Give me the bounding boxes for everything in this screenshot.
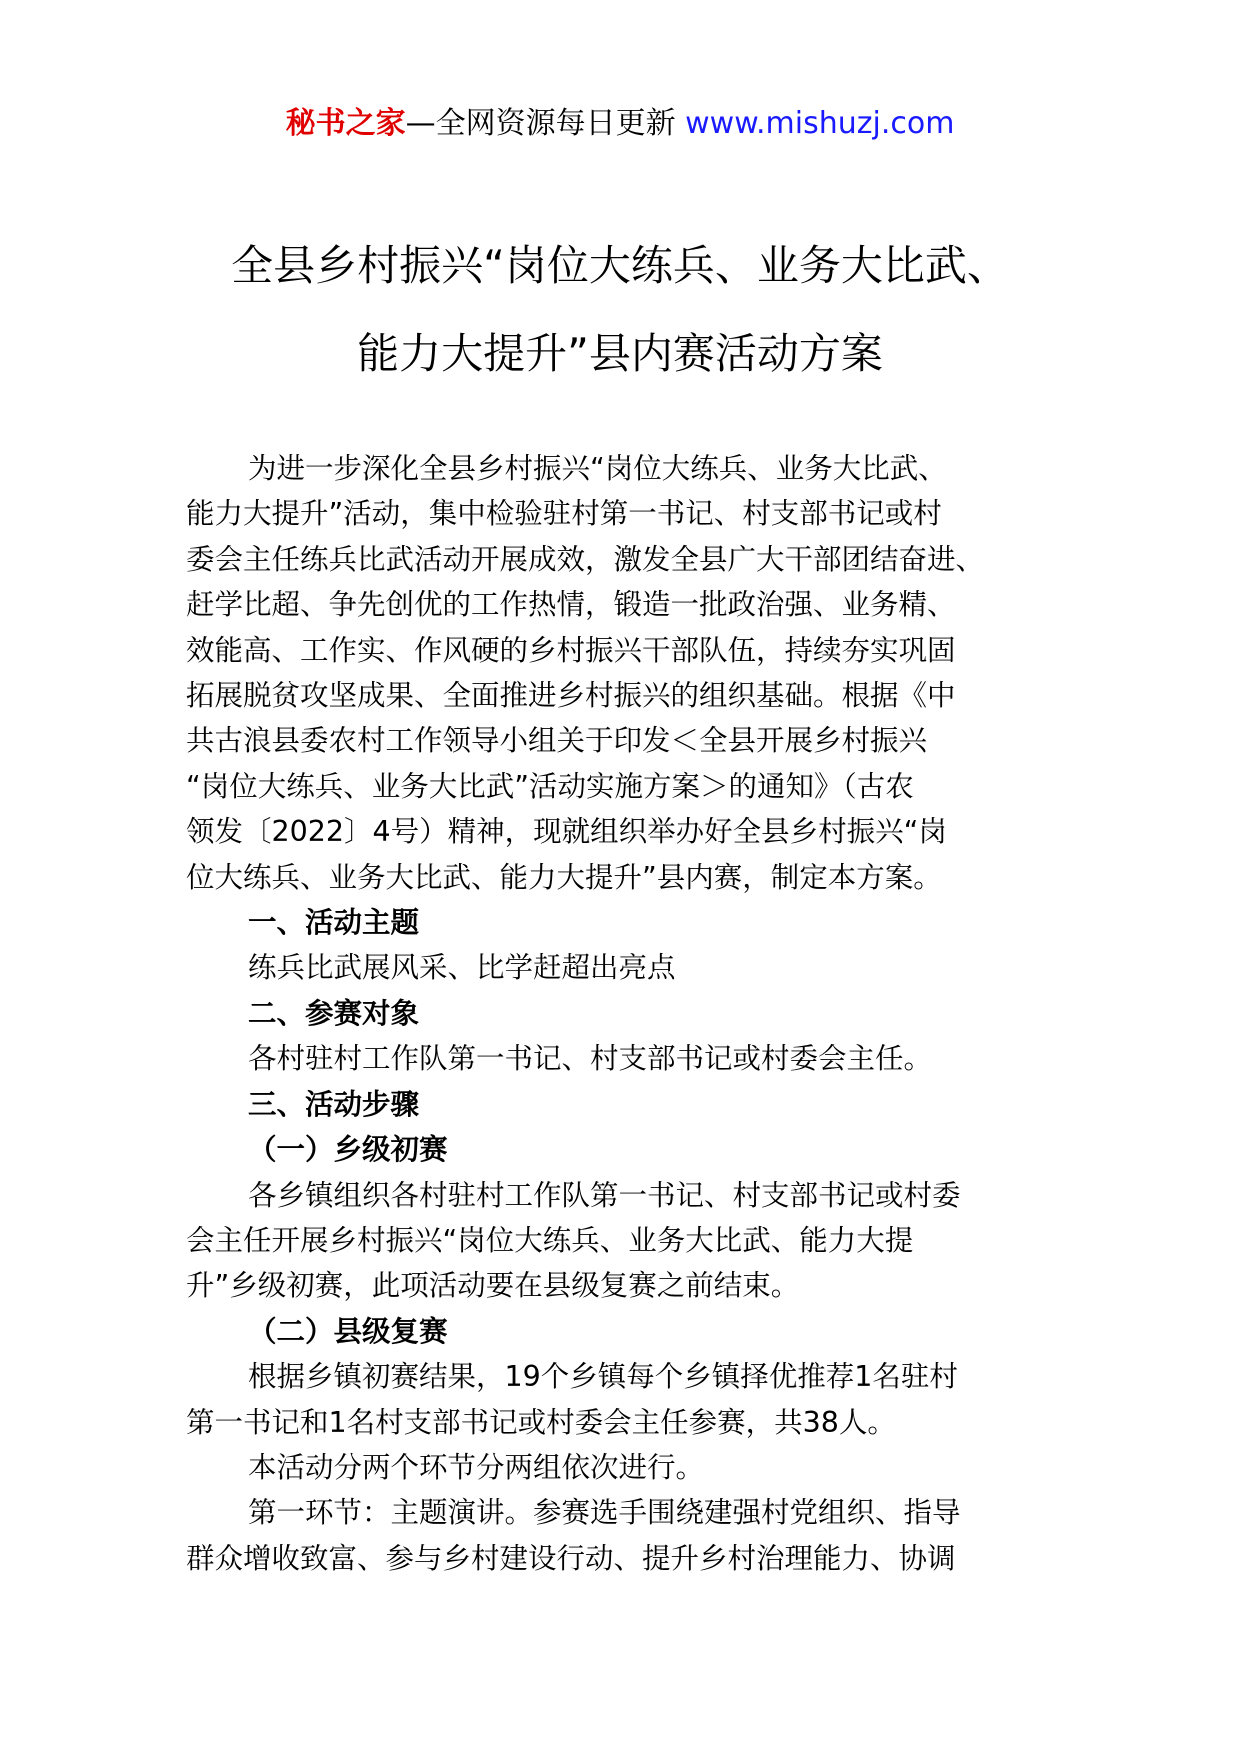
site-brand: 秘书之家 — [285, 106, 406, 141]
township-line: 会主任开展乡村振兴“岗位大练兵、业务大比武、能力大提 — [186, 1223, 914, 1257]
section-heading-participants: 二、参赛对象 — [248, 996, 420, 1030]
county-stage-line: 群众增收致富、参与乡村建设行动、提升乡村治理能力、协调 — [186, 1541, 956, 1575]
document-title-line-1: 全县乡村振兴“岗位大练兵、业务大比武、 — [231, 241, 1009, 290]
township-line: 升”乡级初赛，此项活动要在县级复赛之前结束。 — [186, 1269, 800, 1303]
site-tagline: —全网资源每日更新 — [405, 106, 676, 141]
intro-line: 效能高、工作实、作风硬的乡村振兴干部队伍，持续夯实巩固 — [186, 633, 956, 667]
county-stage-line: 第一环节：主题演讲。参赛选手围绕建强村党组织、指导 — [248, 1496, 961, 1530]
document-title-line-2: 能力大提升”县内赛活动方案 — [357, 329, 883, 378]
township-line: 各乡镇组织各村驻村工作队第一书记、村支部书记或村委 — [248, 1178, 961, 1212]
intro-line: 赶学比超、争先创优的工作热情，锻造一批政治强、业务精、 — [186, 588, 956, 622]
county-line: 第一书记和1名村支部书记或村委会主任参赛，共38人。 — [186, 1405, 896, 1439]
intro-line: 位大练兵、业务大比武、能力大提升”县内赛，制定本方案。 — [186, 860, 942, 894]
site-banner — [0, 102, 1240, 146]
section-heading-steps: 三、活动步骤 — [248, 1087, 420, 1121]
section-text-participants: 各村驻村工作队第一书记、村支部书记或村委会主任。 — [248, 1042, 933, 1076]
intro-line: 为进一步深化全县乡村振兴“岗位大练兵、业务大比武、 — [248, 452, 947, 485]
document-body — [186, 446, 1086, 1581]
intro-line: “岗位大练兵、业务大比武”活动实施方案＞的通知》（古农 — [186, 769, 914, 803]
intro-line: 领发〔2022〕4号）精神，现就组织举办好全县乡村振兴“岗 — [186, 815, 947, 849]
intro-line: 能力大提升”活动，集中检验驻村第一书记、村支部书记或村 — [186, 497, 942, 531]
subsection-heading-county: （二）县级复赛 — [248, 1314, 448, 1348]
intro-line: 委会主任练兵比武活动开展成效，激发全县广大干部团结奋进、 — [186, 542, 985, 576]
section-heading-theme: 一、活动主题 — [248, 906, 420, 940]
intro-line: 共古浪县委农村工作领导小组关于印发＜全县开展乡村振兴 — [186, 724, 928, 758]
site-url[interactable]: www.mishuzj.com — [685, 106, 955, 141]
county-format-line: 本活动分两个环节分两组依次进行。 — [248, 1450, 705, 1484]
subsection-heading-township: （一）乡级初赛 — [248, 1133, 448, 1167]
county-line: 根据乡镇初赛结果，19个乡镇每个乡镇择优推荐1名驻村 — [248, 1360, 958, 1394]
section-text-theme: 练兵比武展风采、比学赶超出亮点 — [248, 951, 676, 985]
intro-line: 拓展脱贫攻坚成果、全面推进乡村振兴的组织基础。根据《中 — [186, 679, 956, 713]
